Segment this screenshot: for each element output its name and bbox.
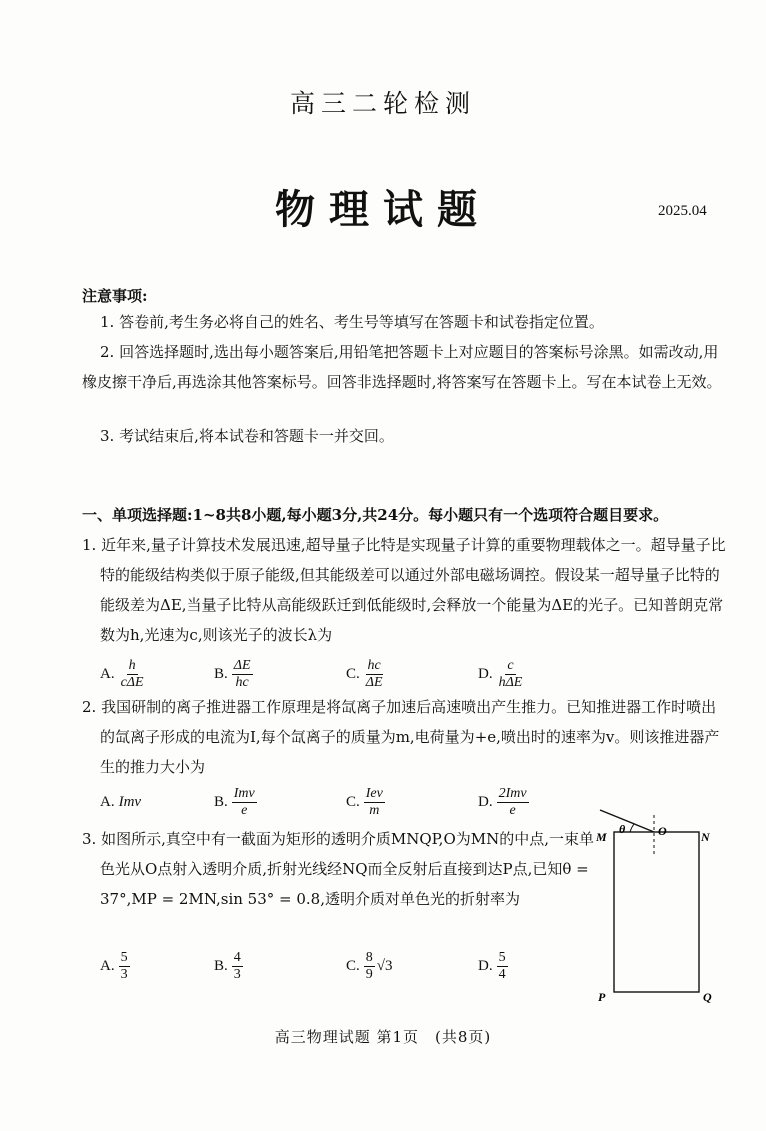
fraction-numerator: c — [507, 657, 514, 673]
option-label: C. — [346, 957, 360, 974]
fraction-numerator: Iev — [365, 785, 383, 801]
sqrt-term: √3 — [376, 957, 393, 974]
label-theta: θ — [619, 822, 626, 836]
option-label: B. — [214, 665, 228, 682]
question-3-stem: 3. 如图所示,真空中有一截面为矩形的透明介质MNQP,O为MN的中点,一束单色光从O点射入透明介质,折射光线经NQ而全反射后直接到达P点,已知θ = 37°,MP = 2MN,sin 53° = 0.8,透明介质对单色光的折射率为 — [82, 830, 595, 908]
fraction-denominator: cΔE — [120, 674, 144, 690]
q3-figure — [590, 805, 720, 1005]
fraction-numerator: 2Imv — [498, 785, 527, 801]
fraction-denominator: 4 — [498, 966, 506, 982]
exam-title: 物理试题 — [275, 186, 491, 233]
q1-option-b[interactable] — [214, 654, 253, 694]
section-heading: 一、单项选择题:1~8共8小题,每小题3分,共24分。每小题只有一个选项符合题目要求。 — [82, 506, 669, 524]
incident-ray — [600, 810, 654, 832]
q1-option-d[interactable] — [478, 654, 524, 694]
fraction-denominator: hc — [235, 674, 249, 690]
fraction-numerator: 8 — [365, 949, 373, 965]
q3-option-d[interactable] — [478, 946, 508, 986]
q3-option-c[interactable] — [346, 946, 393, 986]
label-o: O — [658, 824, 667, 838]
fraction-numerator: h — [128, 657, 136, 673]
fraction-denominator: 3 — [233, 966, 241, 982]
option-text: Imv — [118, 793, 142, 810]
question-1-stem: 1. 近年来,量子计算技术发展迅速,超导量子比特是实现量子计算的重要物理载体之一。超导量子比特的能级结构类似于原子能级,但其能级差可以通过外部电磁场调控。假设某一超导量子比特的能级差为ΔE,当量子比特从高能级跃迁到低能级时,会释放一个能量为ΔE的光子。已知普朗克常数为h,光速为c,则该光子的波长λ为 — [82, 536, 726, 644]
q1-option-a[interactable] — [100, 654, 146, 694]
fraction-denominator: 3 — [120, 966, 128, 982]
q2-option-b[interactable] — [214, 782, 257, 822]
fraction-denominator: e — [241, 802, 248, 818]
notice-item-3: 3. 考试结束后,将本试卷和答题卡一并交回。 — [100, 427, 394, 445]
option-label: D. — [478, 957, 493, 974]
q2-option-d[interactable] — [478, 782, 529, 822]
option-label: A. — [100, 793, 115, 810]
q2-option-a[interactable] — [100, 782, 141, 822]
option-label: D. — [478, 665, 493, 682]
fraction-denominator: e — [509, 802, 516, 818]
angle-arc — [630, 824, 634, 832]
option-label: C. — [346, 793, 360, 810]
q1-option-c[interactable] — [346, 654, 385, 694]
page-footer: 高三物理试题 第1页 (共8页) — [274, 1028, 492, 1046]
exam-date: 2025.04 — [658, 203, 707, 219]
option-label: A. — [100, 957, 115, 974]
label-m: M — [596, 830, 607, 844]
q3-option-a[interactable] — [100, 946, 130, 986]
fraction-numerator: Imv — [233, 785, 255, 801]
option-label: B. — [214, 793, 228, 810]
exam-subtitle: 高三二轮检测 — [289, 89, 476, 118]
label-p: P — [598, 990, 606, 1004]
notice-item-2: 2. 回答选择题时,选出每小题答案后,用铅笔把答题卡上对应题目的答案标号涂黑。如需改动,用橡皮擦干净后,再选涂其他答案标号。回答非选择题时,将答案写在答题卡上。写在本试卷上无效。 — [82, 343, 722, 391]
q3-option-b[interactable] — [214, 946, 243, 986]
notice-heading: 注意事项: — [82, 287, 148, 305]
option-label: B. — [214, 957, 228, 974]
question-2-stem: 2. 我国研制的离子推进器工作原理是将氙离子加速后高速喷出产生推力。已知推进器工作时喷出的氙离子形成的电流为I,每个氙离子的质量为m,电荷量为+e,喷出时的速率为v。则该推进器产生的推力大小为 — [82, 698, 720, 776]
fraction-denominator: hΔE — [498, 674, 523, 690]
option-label: D. — [478, 793, 493, 810]
q2-option-c[interactable] — [346, 782, 385, 822]
fraction-numerator: 4 — [233, 949, 241, 965]
notice-item-1: 1. 答卷前,考生务必将自己的姓名、考生号等填写在答题卡和试卷指定位置。 — [100, 313, 604, 331]
fraction-numerator: hc — [367, 657, 381, 673]
fraction-numerator: 5 — [120, 949, 128, 965]
option-label: C. — [346, 665, 360, 682]
fraction-denominator: 9 — [365, 966, 373, 982]
question-3-options — [100, 946, 580, 986]
fraction-numerator: ΔE — [233, 657, 251, 673]
question-1-options — [100, 654, 720, 694]
option-label: A. — [100, 665, 115, 682]
label-n: N — [701, 830, 710, 844]
fraction-numerator: 5 — [498, 949, 506, 965]
fraction-denominator: ΔE — [365, 674, 383, 690]
fraction-denominator: m — [369, 802, 380, 818]
medium-rectangle — [614, 832, 699, 992]
label-q: Q — [703, 990, 712, 1004]
